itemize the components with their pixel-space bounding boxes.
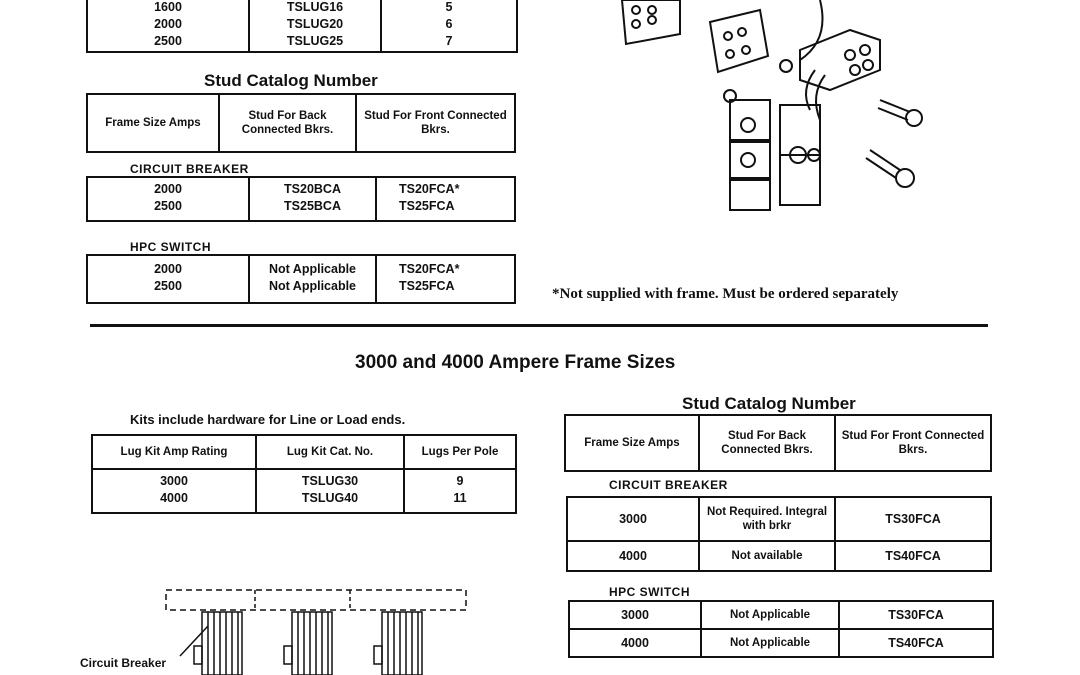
table-cell: 2000 [154, 182, 182, 196]
stud-catalog-title: Stud Catalog Number [204, 71, 378, 90]
table-cell: 2500 [154, 34, 182, 48]
stud-hpc-table-2 [568, 600, 994, 658]
table-cell: TS25FCA [399, 199, 455, 213]
table-cell: TS20FCA* [399, 262, 460, 276]
stud-assembly-illustration [600, 0, 980, 270]
table-cell: TS25BCA [284, 199, 341, 213]
front-column [376, 255, 515, 303]
amp-column [87, 177, 249, 221]
amp-column [87, 0, 249, 52]
section-title: 3000 and 4000 Ampere Frame Sizes [355, 352, 676, 373]
table-cell: 11 [453, 491, 467, 505]
top-lug-table [86, 0, 518, 53]
amp-column [87, 255, 249, 303]
table-cell: 9 [456, 474, 464, 488]
header-stud-front: Stud For Front Connected Bkrs. [356, 94, 515, 152]
lugs-column [404, 469, 516, 513]
table-cell: TS40FCA [839, 629, 993, 657]
circuit-breaker-callout: Circuit Breaker [80, 656, 167, 670]
breaker-lug-diagram [160, 586, 480, 675]
table-cell: Not Applicable [701, 601, 839, 629]
table-cell: 5 [445, 0, 453, 14]
table-cell: 2000 [154, 17, 182, 31]
table-cell: 4000 [160, 491, 188, 505]
cat-column [249, 0, 381, 52]
header-stud-back: Stud For Back Connected Bkrs. [219, 94, 356, 152]
table-cell: 7 [445, 34, 453, 48]
table-cell: 2500 [154, 279, 182, 293]
table-cell: Not Applicable [701, 629, 839, 657]
table-cell: TS40FCA [835, 541, 991, 571]
circuit-breaker-label: CIRCUIT BREAKER [130, 162, 249, 176]
table-cell: TS25FCA [399, 279, 455, 293]
table-cell: TS20BCA [284, 182, 341, 196]
table-cell: 4000 [567, 541, 699, 571]
table-cell: Not Applicable [268, 279, 357, 293]
table-cell: 1600 [154, 0, 182, 14]
table-cell: TSLUG16 [286, 0, 344, 14]
table-cell: 4000 [569, 629, 701, 657]
table-cell: TS20FCA* [399, 182, 460, 196]
table-cell: TS30FCA [835, 497, 991, 541]
table-cell: TS30FCA [839, 601, 993, 629]
table-cell: 3000 [569, 601, 701, 629]
hpc-switch-label: HPC SWITCH [130, 240, 211, 254]
hpc-switch-label-2: HPC SWITCH [609, 585, 690, 599]
footnote: *Not supplied with frame. Must be ordered separately [552, 286, 899, 302]
amp-column [92, 469, 256, 513]
circuit-breaker-label-2: CIRCUIT BREAKER [609, 478, 728, 492]
table-cell: Not Applicable [268, 262, 357, 276]
header-frame-size: Frame Size Amps [87, 94, 219, 152]
lug-kit-caption: Kits include hardware for Line or Load ends. [130, 412, 406, 427]
table-cell: TSLUG20 [286, 17, 344, 31]
table-cell: 2500 [154, 199, 182, 213]
header-lug-kit-amp: Lug Kit Amp Rating [92, 435, 256, 469]
table-cell: 3000 [567, 497, 699, 541]
lug-kit-table [91, 434, 517, 514]
stud-header-table [86, 93, 516, 153]
header-frame-size: Frame Size Amps [565, 415, 699, 471]
back-column [249, 177, 376, 221]
table-cell: TSLUG30 [301, 474, 359, 488]
table-cell: 2000 [154, 262, 182, 276]
lugs-column [381, 0, 517, 52]
back-column [249, 255, 376, 303]
table-cell: TSLUG40 [301, 491, 359, 505]
stud-header-table-2 [564, 414, 992, 472]
header-stud-back: Stud For Back Connected Bkrs. [699, 415, 835, 471]
section-divider [90, 324, 988, 327]
cat-column [256, 469, 404, 513]
stud-catalog-title-2: Stud Catalog Number [682, 394, 856, 413]
table-cell: 6 [445, 17, 453, 31]
header-lug-kit-cat: Lug Kit Cat. No. [256, 435, 404, 469]
stud-hpc-table [86, 254, 516, 304]
table-cell: 3000 [160, 474, 188, 488]
header-lugs-per-pole: Lugs Per Pole [404, 435, 516, 469]
header-stud-front: Stud For Front Connected Bkrs. [835, 415, 991, 471]
table-cell: TSLUG25 [286, 34, 344, 48]
table-cell: Not available [699, 541, 835, 571]
front-column [376, 177, 515, 221]
stud-cb-table-2 [566, 496, 992, 572]
stud-cb-table [86, 176, 516, 222]
table-cell: Not Required. Integral with brkr [699, 497, 835, 541]
